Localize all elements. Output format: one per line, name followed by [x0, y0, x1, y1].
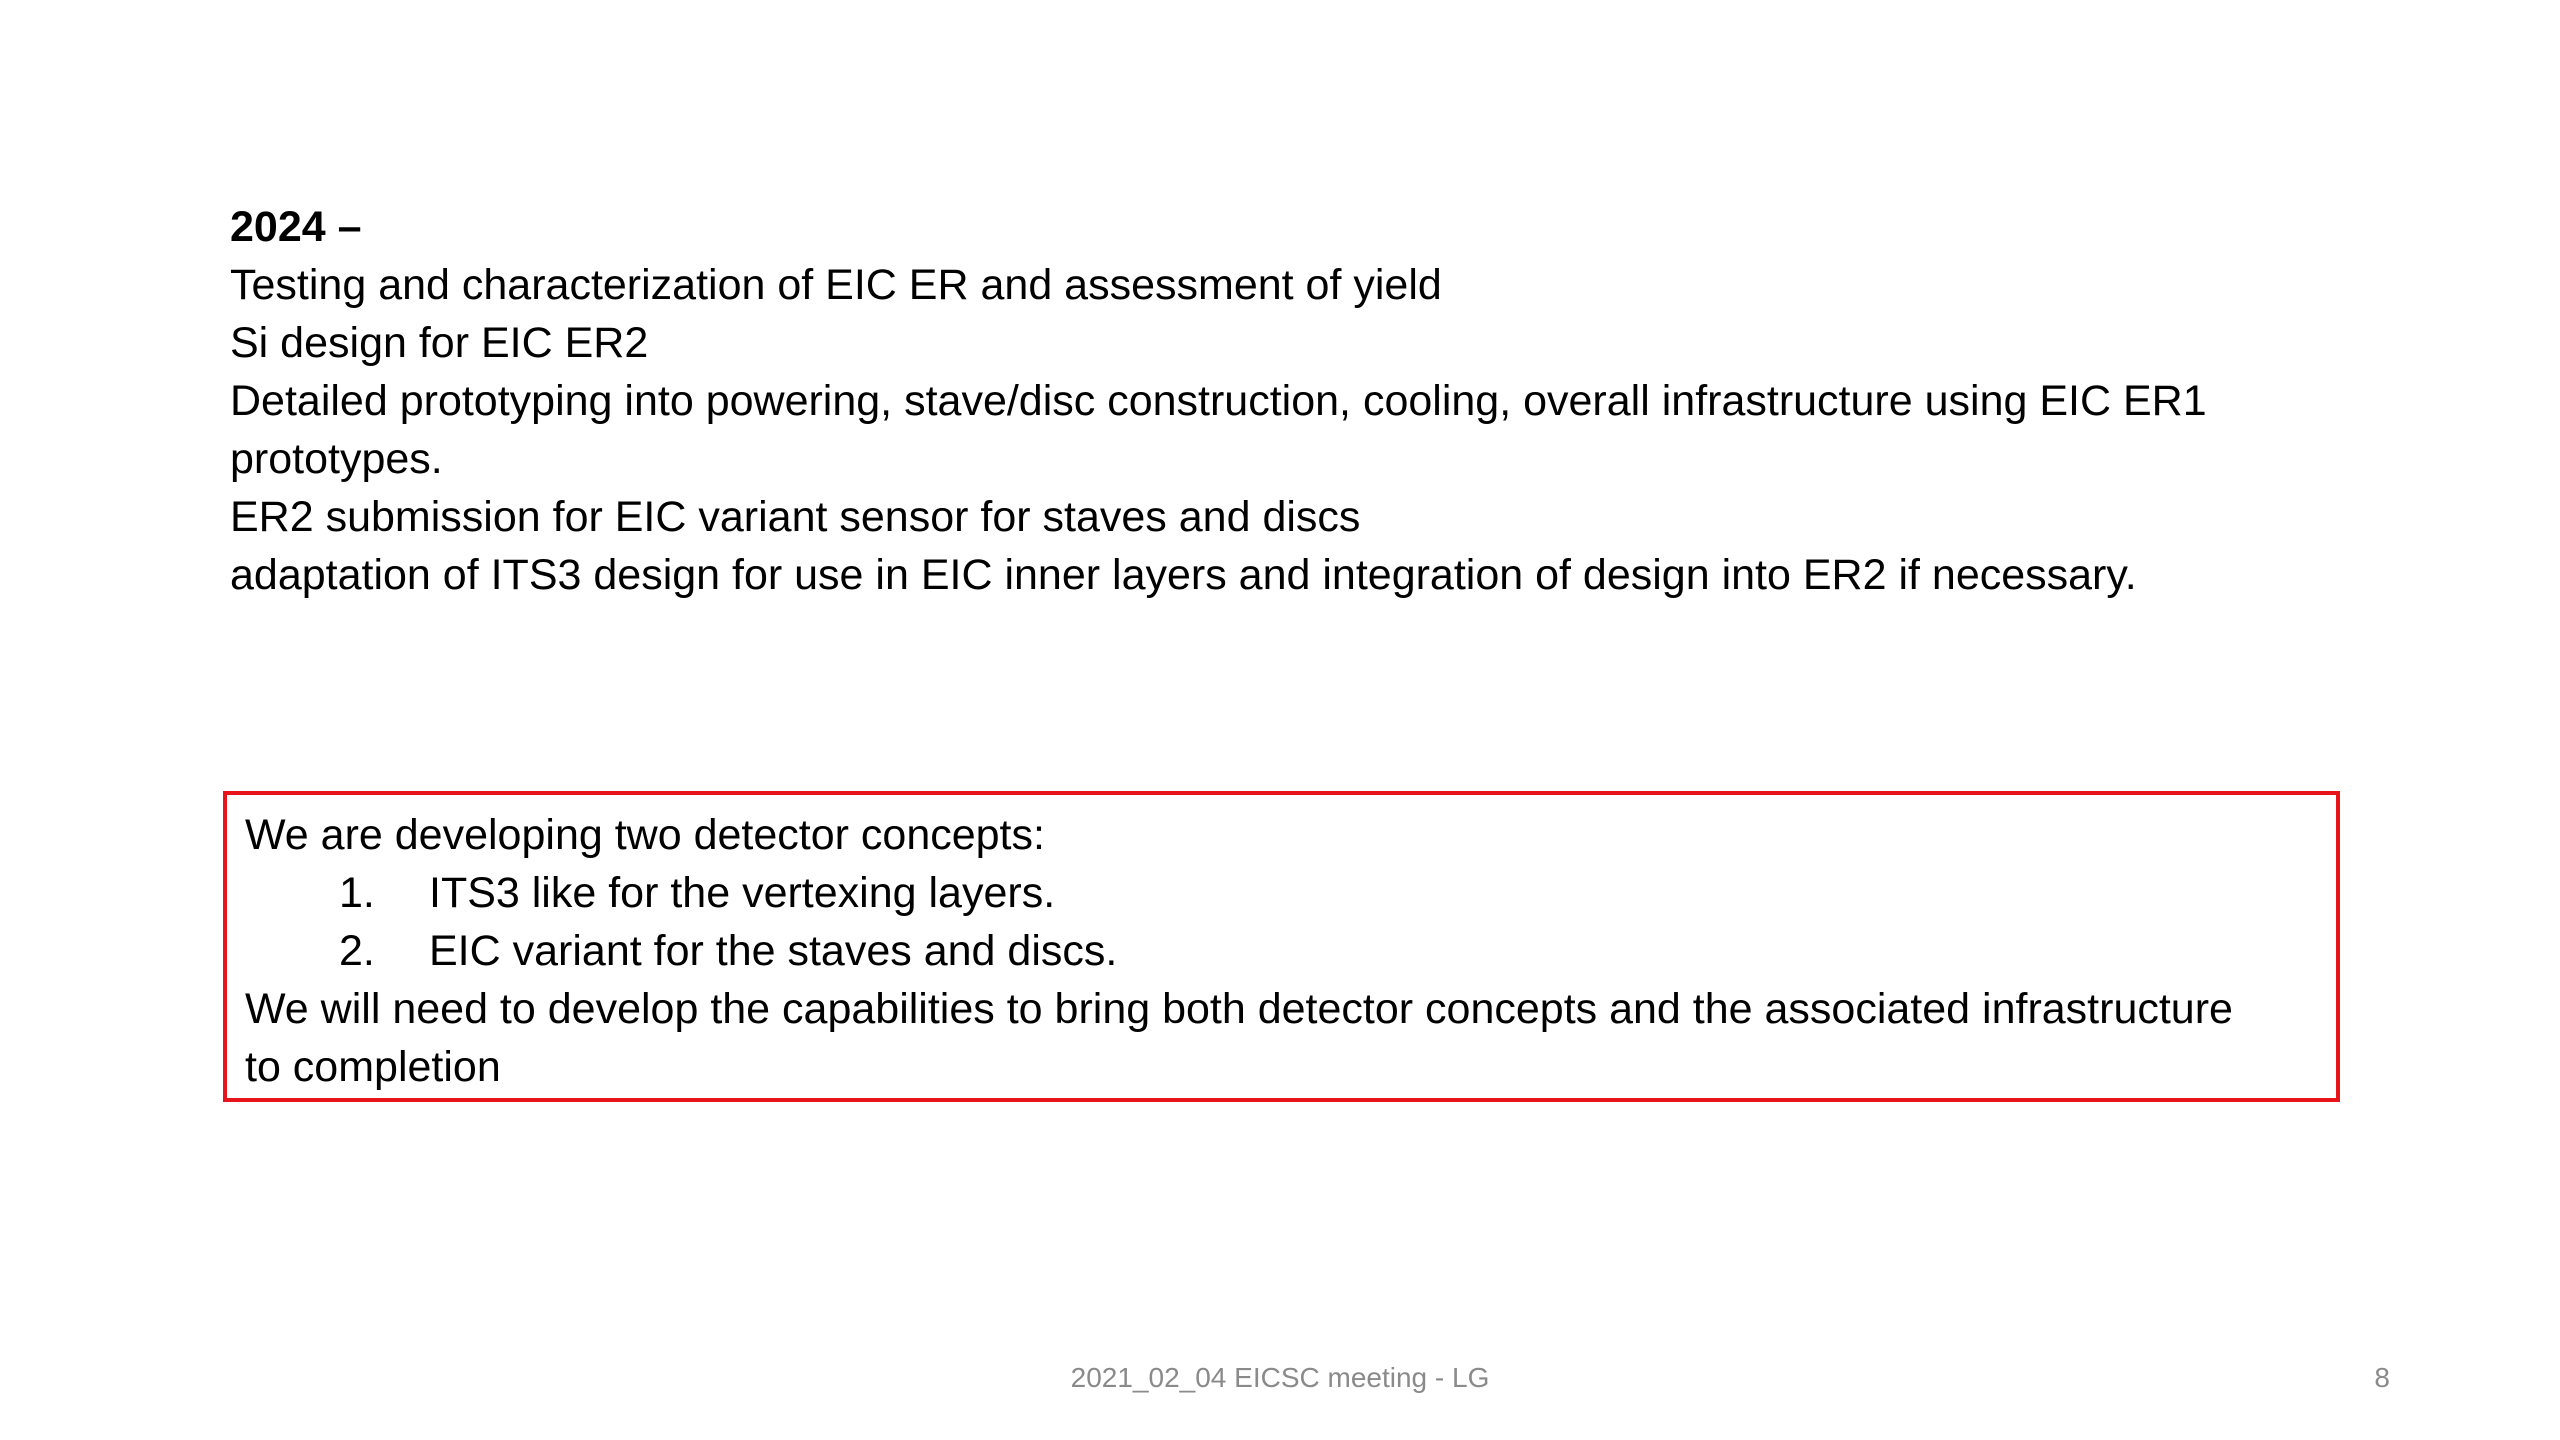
list-item	[245, 864, 2320, 922]
list-item-number: 1.	[339, 869, 375, 917]
milestone-line: Si design for EIC ER2	[230, 319, 649, 367]
slide-footer: 2021_02_04 EICSC meeting - LG	[1070, 1362, 1490, 1393]
milestone-line: Detailed prototyping into powering, stave/disc construction, cooling, overall infrastructure using EIC ER1	[230, 377, 2207, 425]
list-item-text: ITS3 like for the vertexing layers.	[429, 869, 1056, 917]
concepts-intro: We are developing two detector concepts:	[245, 811, 1045, 859]
milestone-line: prototypes.	[230, 435, 443, 483]
list-item-text: EIC variant for the staves and discs.	[429, 927, 1118, 975]
closing-line: We will need to develop the capabilities to bring both detector concepts and the associated infrastructure	[245, 985, 2233, 1033]
concept-list	[245, 864, 2320, 980]
milestone-line: Testing and characterization of EIC ER and assessment of yield	[230, 261, 1442, 309]
list-item-number: 2.	[339, 927, 375, 975]
milestone-line: adaptation of ITS3 design for use in EIC inner layers and integration of design into ER2 if necessary.	[230, 551, 2137, 599]
detector-concepts-box	[223, 791, 2340, 1102]
list-item	[245, 922, 2320, 980]
year-heading: 2024 –	[230, 203, 362, 251]
milestone-line: ER2 submission for EIC variant sensor for staves and discs	[230, 493, 1361, 541]
closing-line: to completion	[245, 1043, 501, 1091]
slide-page-number: 8	[2374, 1362, 2390, 1393]
milestones-2024-block	[230, 198, 2380, 604]
